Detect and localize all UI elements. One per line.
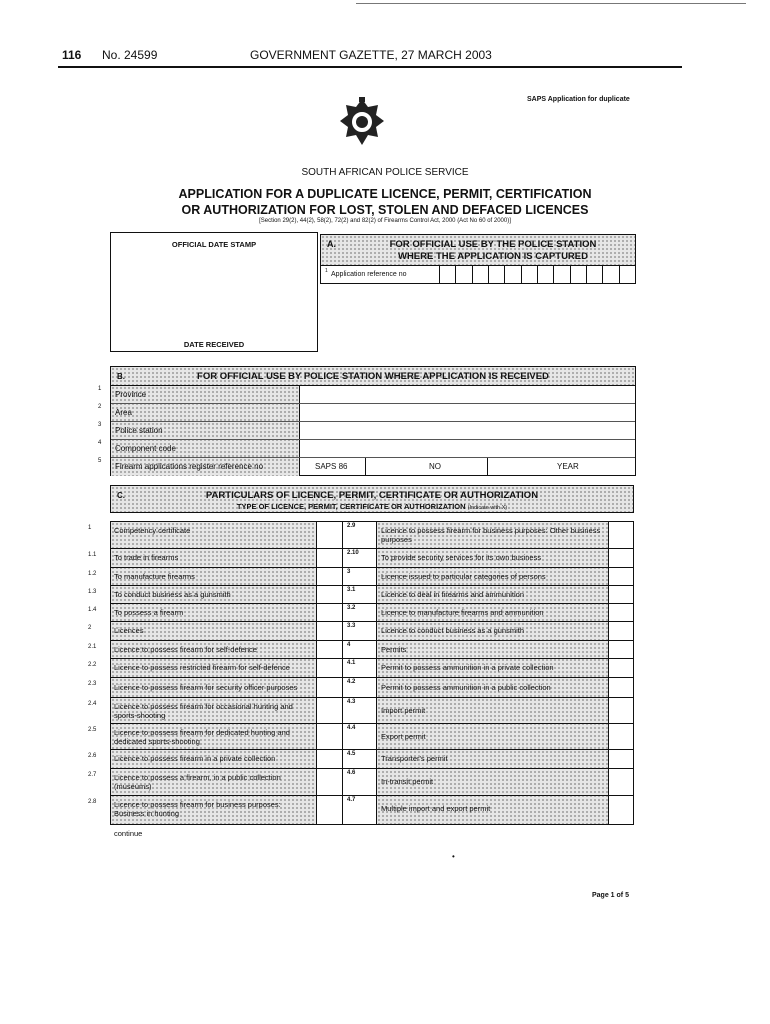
left-row-checkbox[interactable]: [317, 603, 342, 621]
left-row-number: 2.8: [88, 799, 97, 805]
form-code: SAPS Application for duplicate: [527, 96, 630, 103]
gazette-title: GOVERNMENT GAZETTE, 27 MARCH 2003: [250, 48, 492, 62]
left-row-checkbox[interactable]: [317, 795, 342, 822]
right-row-checkbox[interactable]: [609, 723, 633, 749]
continue-label: continue: [114, 829, 143, 838]
saps-emblem-icon: [338, 97, 386, 149]
section-c-heading: PARTICULARS OF LICENCE, PERMIT, CERTIFICATE OR AUTHORIZATION: [205, 490, 539, 501]
right-row-number: 3.2: [347, 605, 356, 611]
date-stamp-box[interactable]: [110, 232, 318, 352]
left-row-label: Licence to possess firearm for security officer purposes: [114, 682, 298, 692]
right-row-checkbox[interactable]: [609, 521, 633, 548]
section-c-subheading: [111, 502, 633, 511]
saps86-label: SAPS 86: [315, 462, 348, 471]
left-row-label: Licence to possess a firearm, in a public collection (museums): [114, 773, 281, 791]
area-field[interactable]: [300, 404, 635, 421]
right-row-number: 4.5: [347, 751, 356, 757]
left-row-checkbox[interactable]: [317, 621, 342, 640]
left-row-number: 1.1: [88, 552, 97, 558]
left-row-checkbox[interactable]: [317, 768, 342, 795]
form-title-line2: OR AUTHORIZATION FOR LOST, STOLEN AND DEFACED LICENCES: [181, 203, 589, 217]
left-row-checkbox[interactable]: [317, 585, 342, 603]
no-label: NO: [429, 462, 441, 471]
left-row-label: Licence to possess firearm for occasional hunting and sports-shooting: [114, 701, 293, 720]
section-c-heading-bar: [110, 485, 634, 513]
left-row-number: 1.2: [88, 571, 97, 577]
application-ref-boxes[interactable]: [439, 266, 635, 284]
component-code-field[interactable]: [300, 440, 635, 457]
right-row-number: 4.7: [347, 797, 356, 803]
section-a-heading2: WHERE THE APPLICATION IS CAPTURED: [397, 251, 588, 262]
right-row-number: 4.3: [347, 699, 356, 705]
right-row-number: 3: [347, 569, 351, 575]
left-row-label: To trade in firearms: [114, 553, 179, 562]
police-station-label: Police station: [115, 426, 163, 435]
page-of-label: Page 1 of 5: [592, 892, 629, 899]
right-row-label: Transporter's permit: [381, 754, 448, 763]
right-row-checkbox[interactable]: [609, 567, 633, 585]
right-row-number: 4.6: [347, 770, 356, 776]
issue-number: No. 24599: [102, 48, 158, 62]
row-number: 1: [98, 386, 102, 392]
left-row-number: 2.1: [88, 644, 97, 650]
right-row-checkbox[interactable]: [609, 548, 633, 567]
section-a: [320, 234, 636, 284]
legal-reference: [Section 29(2), 44(2), 58(2), 72(2) and 82(2) of Firearms Control Act, 2000 (Act No 60 of 2000)]: [259, 218, 511, 224]
register-no-field[interactable]: [366, 458, 486, 476]
year-label: YEAR: [557, 462, 579, 471]
right-row-number: 3.1: [347, 587, 356, 593]
right-row-number: 4.2: [347, 679, 356, 685]
right-row-checkbox[interactable]: [609, 585, 633, 603]
left-row-label: Competency certificate: [114, 526, 191, 535]
left-row-label: Licence to possess restricted firearm for self-defence: [114, 663, 290, 672]
section-a-letter: A.: [327, 239, 336, 249]
page-number: 116: [62, 48, 82, 62]
left-row-number: 2.7: [88, 772, 97, 778]
top-scan-line: [356, 3, 746, 4]
right-row-checkbox[interactable]: [609, 749, 633, 768]
right-row-label: Licence issued to particular categories of persons: [381, 571, 546, 581]
left-row-label: To conduct business as a gunsmith: [114, 589, 231, 599]
left-row-checkbox[interactable]: [317, 658, 342, 677]
right-row-label: Multiple import and export permit: [381, 804, 491, 813]
right-row-label: Export permit: [381, 731, 426, 741]
scan-mark: •: [452, 852, 455, 861]
date-received-label: DATE RECEIVED: [183, 340, 245, 349]
right-row-label: Licence to deal in firearms and ammunition: [381, 589, 524, 599]
row-number: 2: [98, 404, 102, 410]
left-row-number: 1.3: [88, 589, 97, 595]
right-row-number: 4: [347, 642, 351, 648]
left-row-label: To manufacture firearms: [114, 571, 195, 581]
section-c-letter: C.: [117, 491, 125, 500]
right-row-number: 2.9: [347, 523, 356, 529]
province-field[interactable]: [300, 386, 635, 403]
right-row-number: 3.3: [347, 623, 356, 629]
right-row-label: Licence to possess firearm for business purposes: Other business purposes: [381, 526, 601, 544]
left-row-checkbox[interactable]: [317, 640, 342, 658]
right-row-checkbox[interactable]: [609, 795, 633, 822]
right-row-label: Permit to possess ammunition in a private collection: [381, 663, 554, 672]
right-row-label: Permits: [381, 644, 407, 654]
left-row-label: Licences: [114, 626, 144, 635]
section-b: [110, 366, 636, 476]
ref-superscript: 1: [325, 268, 328, 274]
application-ref-label: Application reference no: [331, 271, 407, 278]
section-c-subheading-text: TYPE OF LICENCE, PERMIT, CERTIFICATE OR AUTHORIZATION: [236, 502, 466, 511]
right-row-label: To provide security services for its own business: [381, 553, 542, 562]
section-a-heading1: FOR OFFICIAL USE BY THE POLICE STATION: [389, 239, 597, 250]
left-row-label: Licence to possess firearm in a private collection: [114, 754, 276, 763]
right-row-checkbox[interactable]: [609, 621, 633, 640]
row-number: 3: [98, 422, 102, 428]
right-row-checkbox[interactable]: [609, 658, 633, 677]
agency-name: SOUTH AFRICAN POLICE SERVICE: [301, 167, 469, 178]
right-row-checkbox[interactable]: [609, 768, 633, 795]
left-row-label: Licence to possess firearm for dedicated hunting and dedicated sports-shooting: [114, 727, 290, 746]
component-code-label: Component code: [115, 444, 176, 453]
province-label: Province: [115, 390, 147, 399]
left-row-number: 1.4: [88, 607, 97, 613]
police-station-field[interactable]: [300, 422, 635, 439]
right-row-label: In-transit permit: [381, 777, 434, 786]
section-b-letter: B.: [117, 372, 125, 381]
right-row-number: 4.1: [347, 660, 356, 666]
left-row-number: 2.2: [88, 662, 97, 668]
right-row-checkbox[interactable]: [609, 677, 633, 697]
left-row-checkbox[interactable]: [317, 723, 342, 749]
left-row-number: 2.6: [88, 753, 97, 759]
section-c-subheading-note: (Indicate with X): [467, 505, 508, 511]
left-row-label: To possess a firearm: [114, 607, 184, 617]
left-row-number: 2.5: [88, 727, 97, 733]
right-row-label: Licence to manufacture firearms and ammunition: [381, 607, 544, 617]
left-row-label: Licence to possess firearm for self-defence: [114, 644, 257, 654]
date-stamp-label: OFFICIAL DATE STAMP: [171, 240, 257, 249]
row-number: 5: [98, 458, 102, 464]
register-ref-label: Firearm applications register reference no: [115, 462, 264, 471]
left-row-checkbox[interactable]: [317, 697, 342, 723]
left-row-checkbox[interactable]: [317, 677, 342, 697]
left-row-checkbox[interactable]: [317, 567, 342, 585]
left-row-label: Licence to possess firearm for business purposes: Business in hunting: [114, 800, 281, 818]
left-row-number: 2: [88, 625, 92, 631]
form-title-line1: APPLICATION FOR A DUPLICATE LICENCE, PERMIT, CERTIFICATION: [178, 187, 592, 201]
left-row-checkbox[interactable]: [317, 521, 342, 548]
right-row-label: Licence to conduct business as a gunsmith: [381, 626, 525, 635]
right-row-number: 2.10: [347, 550, 359, 556]
left-row-number: 1: [88, 525, 92, 531]
right-row-checkbox[interactable]: [609, 640, 633, 658]
header-rule: [58, 66, 682, 68]
right-row-label: Permit to possess ammunition in a public collection: [381, 682, 551, 692]
left-row-number: 2.4: [88, 701, 97, 707]
area-label: Area: [115, 408, 132, 417]
row-number: 4: [98, 440, 102, 446]
right-row-checkbox[interactable]: [609, 603, 633, 621]
right-row-label: Import permit: [381, 705, 426, 715]
left-row-number: 2.3: [88, 681, 97, 687]
left-row-checkbox[interactable]: [317, 548, 342, 567]
right-row-number: 4.4: [347, 725, 356, 731]
left-row-checkbox[interactable]: [317, 749, 342, 768]
right-row-checkbox[interactable]: [609, 697, 633, 723]
section-b-heading: FOR OFFICIAL USE BY POLICE STATION WHERE APPLICATION IS RECEIVED: [197, 371, 549, 382]
